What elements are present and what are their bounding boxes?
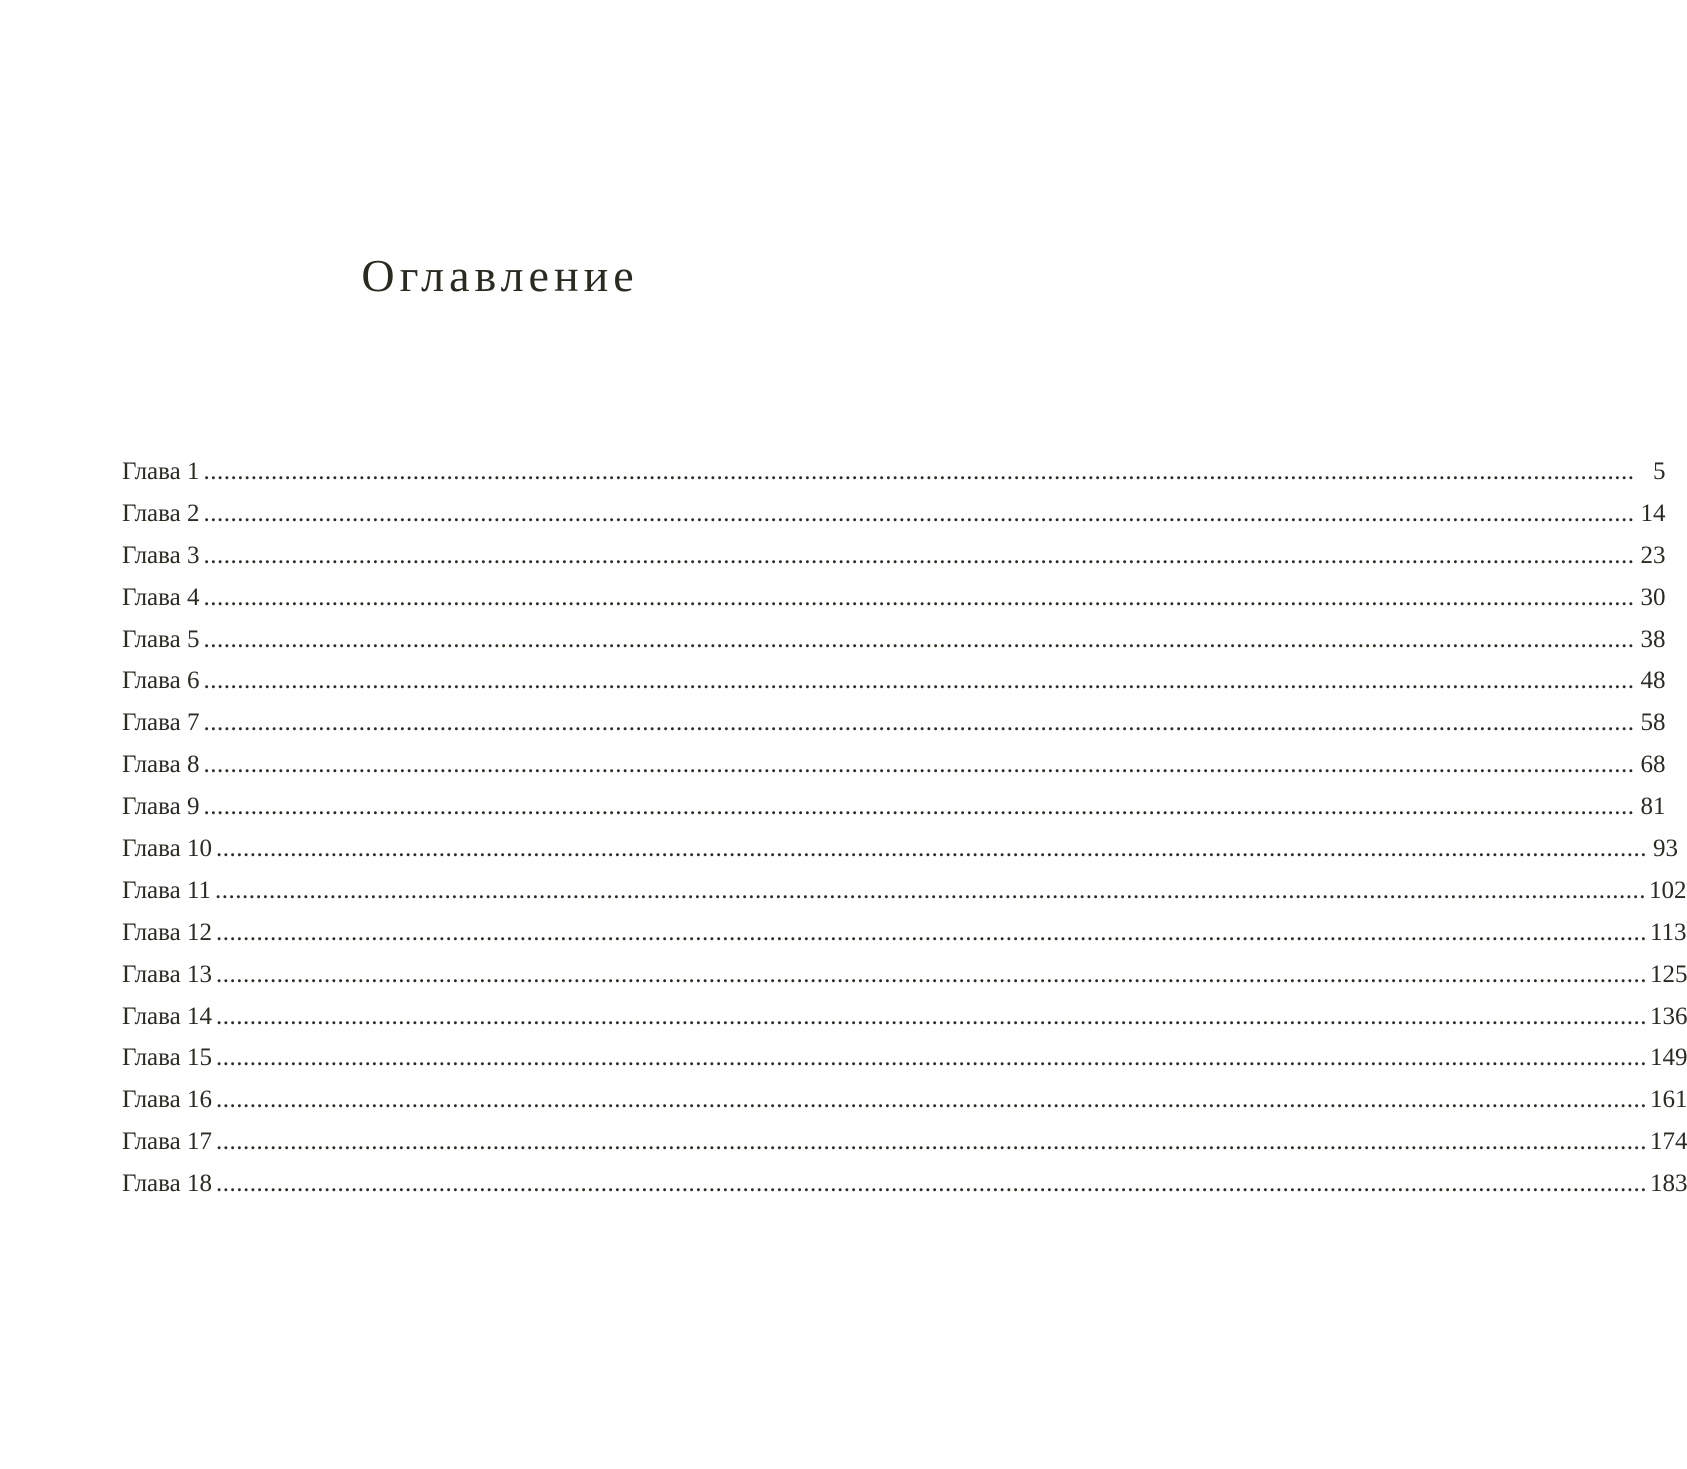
page-number: 102 — [1649, 876, 1687, 904]
toc-entry-13[interactable] — [122, 954, 1687, 996]
toc-entry-7[interactable] — [122, 702, 1666, 744]
page-number: 136 — [1649, 1002, 1687, 1030]
dot-leader: .................................................................................................................................................................................................................... — [203, 751, 1635, 779]
toc-entry-14[interactable] — [122, 996, 1687, 1038]
dot-leader: .................................................................................................................................................................................................................... — [203, 541, 1635, 569]
toc-entry-8[interactable] — [122, 744, 1666, 786]
dot-leader: .................................................................................................................................................................................................................... — [215, 1002, 1647, 1030]
dot-leader: .................................................................................................................................................................................................................... — [203, 709, 1635, 737]
toc-entry-18[interactable] — [122, 1163, 1687, 1205]
page-number: 183 — [1649, 1170, 1687, 1198]
page-number: 149 — [1649, 1044, 1687, 1072]
toc-entry-15[interactable] — [122, 1037, 1687, 1079]
chapter-label: Глава 8 — [122, 751, 200, 779]
dot-leader: .................................................................................................................................................................................................................... — [203, 667, 1635, 695]
page-number: 81 — [1640, 793, 1666, 821]
page-number: 5 — [1652, 458, 1666, 485]
dot-leader: .................................................................................................................................................................................................................... — [215, 1128, 1647, 1156]
chapter-label: Глава 10 — [122, 835, 212, 863]
toc-entry-17[interactable] — [122, 1121, 1687, 1163]
chapter-label: Глава 2 — [122, 499, 200, 527]
toc-entry-11[interactable] — [122, 870, 1687, 912]
page-number: 68 — [1640, 751, 1666, 779]
chapter-label: Глава 12 — [122, 918, 212, 946]
page-number: 23 — [1640, 541, 1666, 569]
chapter-label: Глава 18 — [122, 1170, 212, 1198]
toc-entry-10[interactable] — [122, 828, 1678, 870]
page-number: 38 — [1640, 625, 1666, 653]
dot-leader: .................................................................................................................................................................................................................... — [215, 960, 1647, 988]
page-number: 125 — [1649, 960, 1687, 988]
dot-leader: .................................................................................................................................................................................................................... — [215, 1170, 1647, 1198]
chapter-label: Глава 1 — [122, 458, 200, 485]
dot-leader: .................................................................................................................................................................................................................... — [215, 835, 1647, 863]
toc-entry-5[interactable] — [122, 619, 1666, 661]
dot-leader: .................................................................................................................................................................................................................... — [215, 1044, 1647, 1072]
page-number: 161 — [1649, 1086, 1687, 1114]
dot-leader: .................................................................................................................................................................................................................... — [203, 458, 1635, 485]
dot-leader: .................................................................................................................................................................................................................... — [215, 876, 1647, 904]
dot-leader: .................................................................................................................................................................................................................... — [203, 499, 1635, 527]
dot-leader: .................................................................................................................................................................................................................... — [203, 793, 1635, 821]
dot-leader: .................................................................................................................................................................................................................... — [215, 1086, 1647, 1114]
table-of-contents — [122, 451, 1687, 1205]
dot-leader: .................................................................................................................................................................................................................... — [203, 583, 1635, 611]
chapter-label: Глава 7 — [122, 709, 200, 737]
chapter-label: Глава 13 — [122, 960, 212, 988]
page-number: 30 — [1640, 583, 1666, 611]
toc-entry-12[interactable] — [122, 912, 1687, 954]
chapter-label: Глава 6 — [122, 667, 200, 695]
page-number: 14 — [1640, 499, 1666, 527]
chapter-label: Глава 15 — [122, 1044, 212, 1072]
chapter-label: Глава 16 — [122, 1086, 212, 1114]
toc-entry-1[interactable] — [122, 451, 1666, 493]
toc-entry-4[interactable] — [122, 577, 1666, 619]
toc-entry-9[interactable] — [122, 786, 1666, 828]
chapter-label: Глава 11 — [122, 876, 212, 904]
page-title: Оглавление — [361, 250, 639, 301]
chapter-label: Глава 3 — [122, 541, 200, 569]
chapter-label: Глава 5 — [122, 625, 200, 653]
chapter-label: Глава 9 — [122, 793, 200, 821]
page-number: 93 — [1652, 835, 1678, 863]
chapter-label: Глава 14 — [122, 1002, 212, 1030]
dot-leader: .................................................................................................................................................................................................................... — [203, 625, 1635, 653]
page-number: 113 — [1649, 918, 1687, 946]
chapter-label: Глава 17 — [122, 1128, 212, 1156]
page-number: 58 — [1640, 709, 1666, 737]
toc-entry-16[interactable] — [122, 1079, 1687, 1121]
toc-entry-6[interactable] — [122, 660, 1666, 702]
chapter-label: Глава 4 — [122, 583, 200, 611]
toc-entry-3[interactable] — [122, 535, 1666, 577]
toc-entry-2[interactable] — [122, 493, 1666, 535]
dot-leader: .................................................................................................................................................................................................................... — [215, 918, 1647, 946]
page-number: 48 — [1640, 667, 1666, 695]
page-number: 174 — [1649, 1128, 1687, 1156]
